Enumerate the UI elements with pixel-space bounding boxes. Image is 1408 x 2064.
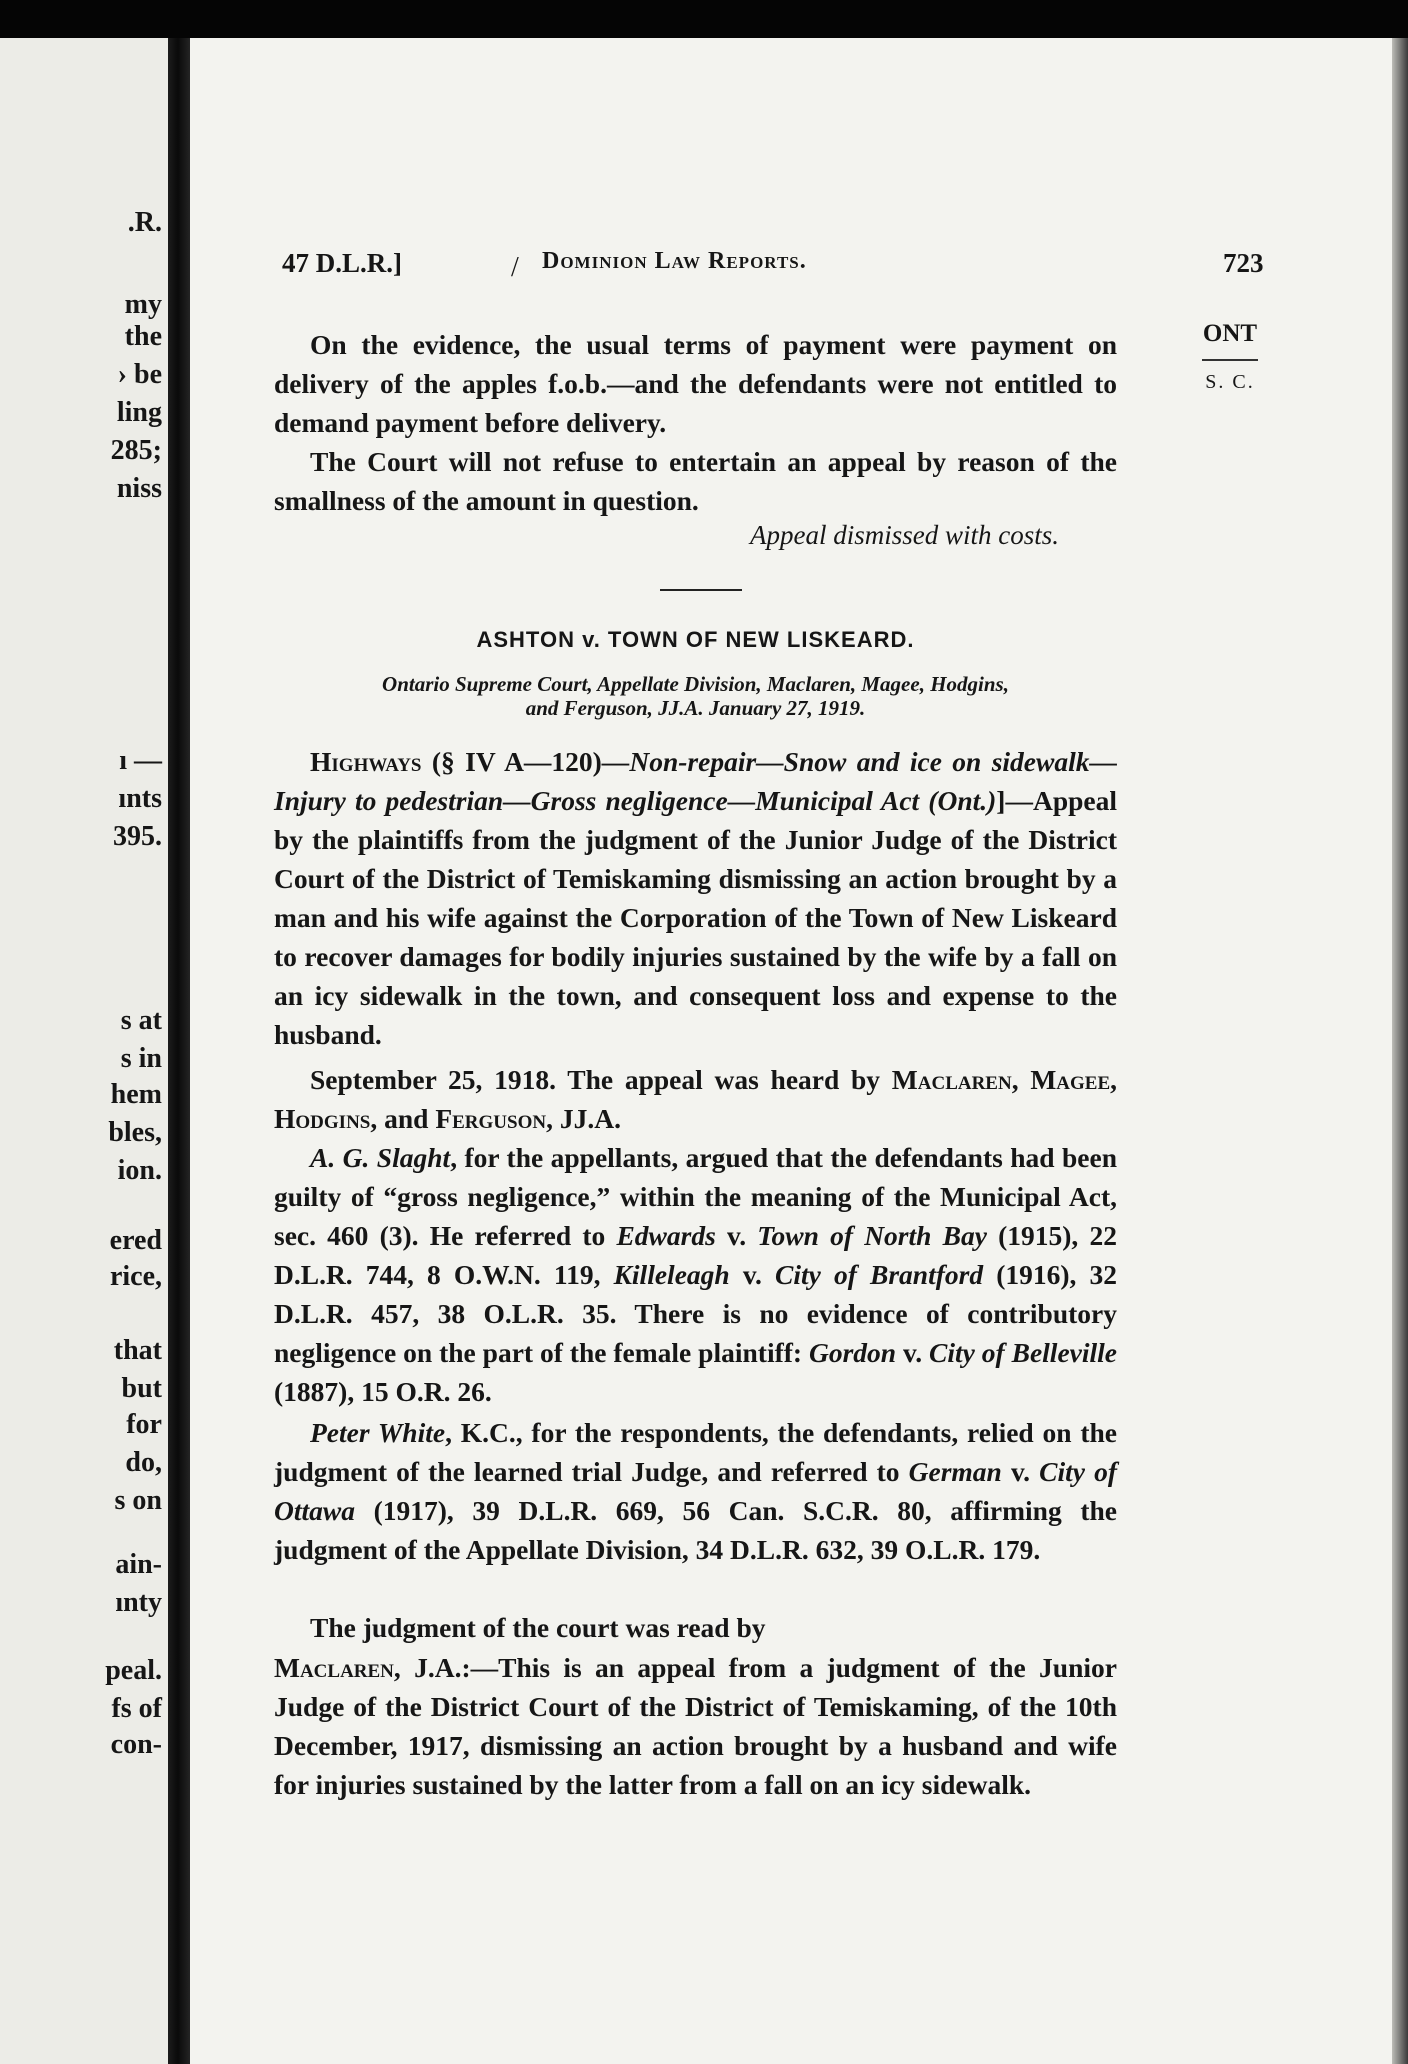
versus: v. bbox=[729, 1259, 776, 1290]
book-gutter bbox=[168, 38, 190, 2064]
left-fragment: for bbox=[126, 1409, 162, 1440]
respondents-argument bbox=[274, 1413, 1117, 1569]
cited-case: German bbox=[908, 1456, 1002, 1487]
left-fragment: ion. bbox=[117, 1155, 162, 1186]
court-line-1: Ontario Supreme Court, Appellate Division, Maclaren, Magee, Hodgins, bbox=[382, 672, 1009, 696]
left-page-edge bbox=[0, 38, 168, 2064]
left-fragment: do, bbox=[125, 1447, 162, 1478]
cited-case: Edwards bbox=[616, 1220, 716, 1251]
prior-case-paragraph: The Court will not refuse to entertain an appeal by reason of the smallness of the amount in question. bbox=[274, 446, 1117, 516]
appellant-counsel: A. G. Slaght bbox=[310, 1142, 451, 1173]
court-line bbox=[274, 672, 1117, 720]
prior-case-result: Appeal dismissed with costs. bbox=[750, 520, 1059, 550]
left-fragment: ain- bbox=[115, 1549, 162, 1580]
cited-case: Gordon bbox=[808, 1337, 897, 1368]
hearing-and: and bbox=[377, 1103, 436, 1134]
left-fragment: con- bbox=[110, 1729, 162, 1760]
argument-text: , for the appellants, argued that the defendants had been guilty of “gross negligence,” within the meaning of the Municipal Act, sec. 460 (3). He referred to bbox=[274, 1142, 1118, 1251]
headnote bbox=[274, 742, 1117, 1054]
judge-title: , J.A.: bbox=[393, 1652, 471, 1683]
headnote-keywords: —Non-repair—Snow and ice on sidewalk—Injury to pedestrian—Gross negligence—Municipal Act (Ont.) bbox=[274, 746, 1117, 816]
cited-case: City of Brantford bbox=[775, 1259, 984, 1290]
headnote-section: (§ IV A—120) bbox=[421, 746, 602, 777]
appellants-argument bbox=[274, 1138, 1117, 1411]
left-fragment: niss bbox=[116, 473, 162, 504]
left-fragment: ı — bbox=[119, 745, 162, 776]
citation: (1917), 39 D.L.R. 669, 56 Can. S.C.R. 80, affirming the judgment of the Appellate Division, 34 D.L.R. 632, 39 O.L.R. 179. bbox=[274, 1495, 1117, 1565]
left-fragment: .R. bbox=[127, 207, 162, 238]
respondent-counsel: Peter White bbox=[310, 1417, 446, 1448]
hearing-judges: Maclaren, Magee, Hodgins, bbox=[274, 1064, 1117, 1134]
volume-reference: 47 D.L.R.] bbox=[282, 248, 402, 278]
left-fragment: but bbox=[121, 1373, 162, 1404]
versus: v. bbox=[715, 1220, 758, 1251]
court-line-2: and Ferguson, JJ.A. January 27, 1919. bbox=[525, 696, 866, 720]
prior-case-paragraph: On the evidence, the usual terms of payment were payment on delivery of the apples f.o.b.—and the defendants were not entitled to demand payment before delivery. bbox=[274, 329, 1117, 438]
left-fragment: the bbox=[124, 321, 162, 352]
left-fragment: that bbox=[113, 1335, 162, 1366]
margin-province: ONT bbox=[1202, 320, 1258, 347]
hearing-date: September 25, 1918. bbox=[310, 1064, 556, 1095]
left-fragment: peal. bbox=[105, 1655, 162, 1686]
left-fragment: s in bbox=[120, 1043, 162, 1074]
margin-court: S. C. bbox=[1205, 371, 1255, 393]
right-page bbox=[190, 38, 1400, 2064]
left-fragment: ered bbox=[109, 1225, 162, 1256]
left-fragment: hem bbox=[110, 1079, 162, 1110]
left-fragment: rice, bbox=[109, 1261, 162, 1292]
left-fragment: 395. bbox=[113, 821, 162, 852]
cited-case: Town of North Bay bbox=[757, 1220, 987, 1251]
judgment-text: —This is an appeal from a judgment of the Junior Judge of the District Court of the District of Temiskaming, of the 10th December, 1917, dismissing an action brought by a husband and wife for injuries sustained by the latter from a fall on an icy sidewalk. bbox=[274, 1652, 1117, 1800]
stray-mark: / bbox=[511, 252, 519, 283]
left-fragment: ling bbox=[116, 397, 162, 428]
left-fragment: 285; bbox=[110, 435, 162, 466]
versus: v. bbox=[1001, 1456, 1040, 1487]
judgment-paragraph bbox=[274, 1648, 1117, 1804]
citation: (1916), 32 D.L.R. 457, 38 O.L.R. 35. There is no evidence of contributory negligence on the part of the female plaintiff: bbox=[274, 1259, 1117, 1368]
versus: v. bbox=[896, 1337, 930, 1368]
cited-case: City of Belleville bbox=[929, 1337, 1117, 1368]
left-fragment: bles, bbox=[108, 1117, 162, 1148]
hearing-last-judge: Ferguson bbox=[435, 1103, 547, 1134]
margin-rule bbox=[1202, 359, 1258, 361]
judge-name: Maclaren bbox=[274, 1652, 394, 1683]
left-fragment: my bbox=[124, 289, 162, 320]
hearing-suffix: , JJ.A. bbox=[546, 1103, 621, 1134]
headnote-text: ]—Appeal by the plaintiffs from the judgment of the Junior Judge of the District Court of the District of Temiskaming dismissing an action brought by a man and his wife against the Corporation of the Town of New Liskeard to recover damages for bodily injuries sustained by the wife by a fall on an icy sidewalk in the town, and consequent loss and expense to the husband. bbox=[274, 785, 1117, 1050]
page-right-edge bbox=[1392, 38, 1408, 2064]
citation: (1887), 15 O.R. 26. bbox=[274, 1376, 492, 1407]
left-fragment: s on bbox=[114, 1485, 162, 1516]
scan-top-border bbox=[0, 0, 1408, 38]
judgment-intro: The judgment of the court was read by bbox=[310, 1612, 766, 1643]
headnote-topic: Highways bbox=[310, 746, 422, 777]
cited-case: Killeleagh bbox=[613, 1259, 730, 1290]
argument-text: , K.C., for the respondents, the defendants, relied on the judgment of the learned trial Judge, and referred to bbox=[274, 1417, 1118, 1487]
hearing-paragraph bbox=[274, 1060, 1117, 1138]
citation: (1915), 22 D.L.R. 744, 8 O.W.N. 119, bbox=[274, 1220, 1117, 1290]
running-title: Dominion Law Reports. bbox=[542, 248, 807, 274]
left-fragment: fs of bbox=[111, 1693, 162, 1724]
left-fragment: › be bbox=[117, 359, 162, 390]
left-fragment: ınty bbox=[115, 1587, 162, 1618]
left-fragment: ınts bbox=[118, 783, 162, 814]
page-number: 723 bbox=[1223, 248, 1264, 278]
hearing-text: The appeal was heard by bbox=[556, 1064, 892, 1095]
case-separator-rule bbox=[660, 589, 742, 591]
cited-case: City of Ottawa bbox=[274, 1456, 1117, 1526]
case-title: ASHTON v. TOWN OF NEW LISKEARD. bbox=[476, 627, 915, 652]
left-fragment: s at bbox=[120, 1005, 162, 1036]
